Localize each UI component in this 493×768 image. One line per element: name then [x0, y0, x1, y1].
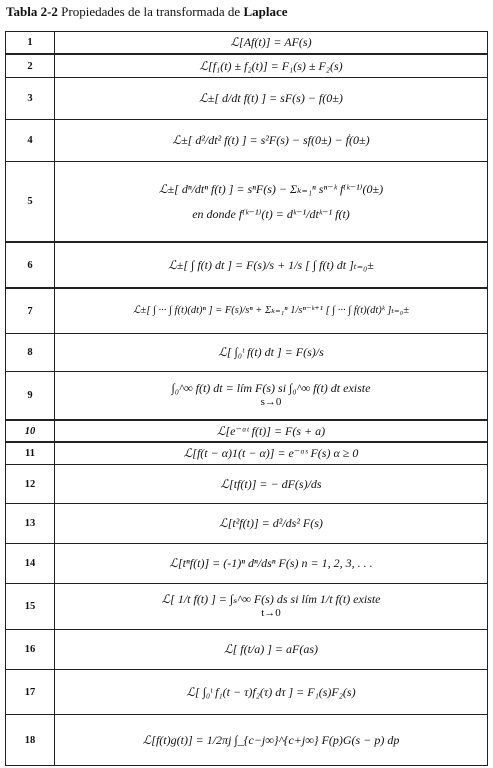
table-row	[6, 119, 487, 161]
table-row	[6, 583, 487, 629]
row-number: 11	[25, 448, 35, 459]
table-row	[6, 241, 487, 287]
row-number: 10	[24, 425, 36, 437]
table-row	[6, 161, 487, 241]
row-formula: ℒ[tⁿf(t)] = (-1)ⁿ dⁿ/dsⁿ F(s) n = 1, 2, 3, . . .	[169, 556, 373, 570]
row-number: 17	[24, 686, 36, 698]
table-row	[6, 371, 487, 419]
row-number: 15	[24, 601, 36, 612]
properties-table	[5, 31, 488, 766]
row-number: 9	[27, 390, 33, 401]
table-row	[6, 53, 487, 77]
row-number: 12	[24, 478, 36, 490]
table-row	[6, 32, 487, 53]
row-number: 1	[27, 37, 33, 48]
row-number: 5	[27, 196, 33, 207]
table-row	[6, 419, 487, 441]
row-number: 2	[27, 60, 33, 72]
row-number: 6	[27, 259, 33, 271]
table-row	[6, 669, 487, 714]
row-formula: ∫₀^∞ f(t) dt = lím F(s) si ∫₀^∞ f(t) dt existe s→0	[171, 381, 371, 409]
table-row	[6, 714, 487, 765]
table-row	[6, 503, 487, 543]
row-number: 4	[27, 135, 33, 146]
row-formula: ℒ[f(t − α)1(t − α)] = e⁻ᵅˢ F(s) α ≥ 0	[183, 446, 359, 460]
row-formula: ℒ[ f(t/a) ] = aF(as)	[223, 642, 319, 656]
row-number: 8	[27, 347, 33, 358]
table-title	[6, 4, 288, 20]
table-row	[6, 543, 487, 583]
row-formula: ℒ[ ∫₀ᵗ f(t) dt ] = F(s)/s	[218, 345, 324, 359]
row-number: 7	[27, 305, 33, 317]
table-title-text: Propiedades de la transformada de	[61, 4, 241, 19]
row-number: 14	[24, 558, 36, 569]
row-formula: ℒ[Af(t)] = AF(s)	[230, 35, 312, 49]
row-number: 13	[24, 518, 36, 529]
row-formula: ℒ[f(t)g(t)] = 1/2πj ∫_{c−j∞}^{c+j∞} F(p)G(s − p) dp	[142, 732, 400, 747]
row-number: 3	[27, 93, 33, 104]
row-formula: ℒ[ 1/t f(t) ] = ∫ₛ^∞ F(s) ds si lím 1/t f(t) existe t→0	[161, 592, 381, 620]
table-row	[6, 629, 487, 669]
row-number: 18	[24, 734, 36, 746]
table-row	[6, 287, 487, 333]
table-row	[6, 77, 487, 119]
row-formula: ℒ±[ ∫ f(t) dt ] = F(s)/s + 1/s [ ∫ f(t) dt ]ₜ₌₀±	[168, 257, 374, 272]
table-title-bold: Laplace	[243, 4, 288, 19]
row-formula: ℒ±[ dⁿ/dtⁿ f(t) ] = sⁿF(s) − Σₖ₌₁ⁿ sⁿ⁻ᵏ f⁽ᵏ⁻¹⁾(0±) en donde f⁽ᵏ⁻¹⁾(t) = dᵏ⁻¹/dtᵏ⁻¹ f(t)	[158, 181, 384, 221]
table-row	[6, 441, 487, 464]
row-number: 16	[24, 644, 36, 655]
table-number: Tabla 2-2	[6, 4, 58, 19]
row-formula: ℒ[e⁻ᵅᵗ f(t)] = F(s + a)	[216, 423, 326, 438]
row-formula: ℒ[tf(t)] = − dF(s)/ds	[220, 476, 322, 491]
row-formula: ℒ[t²f(t)] = d²/ds² F(s)	[219, 516, 323, 530]
row-formula: ℒ±[ ∫ ··· ∫ f(t)(dt)ⁿ ] = F(s)/sⁿ + Σₖ₌₁ⁿ 1/sⁿ⁻ᵏ⁺¹ [ ∫ ··· ∫ f(t)(dt)ᵏ ]ₜ₌₀±	[133, 305, 409, 317]
table-row	[6, 333, 487, 371]
table-row	[6, 464, 487, 503]
row-formula: ℒ[ ∫₀ᵗ f₁(t − τ)f₂(τ) dτ ] = F₁(s)F₂(s)	[186, 684, 356, 699]
row-formula: ℒ[f₁(t) ± f₂(t)] = F₁(s) ± F₂(s)	[199, 58, 343, 73]
row-formula: ℒ±[ d²/dt² f(t) ] = s²F(s) − sf(0±) − ḟ(0±)	[172, 133, 370, 147]
row-formula: ℒ±[ d/dt f(t) ] = sF(s) − f(0±)	[199, 91, 343, 105]
